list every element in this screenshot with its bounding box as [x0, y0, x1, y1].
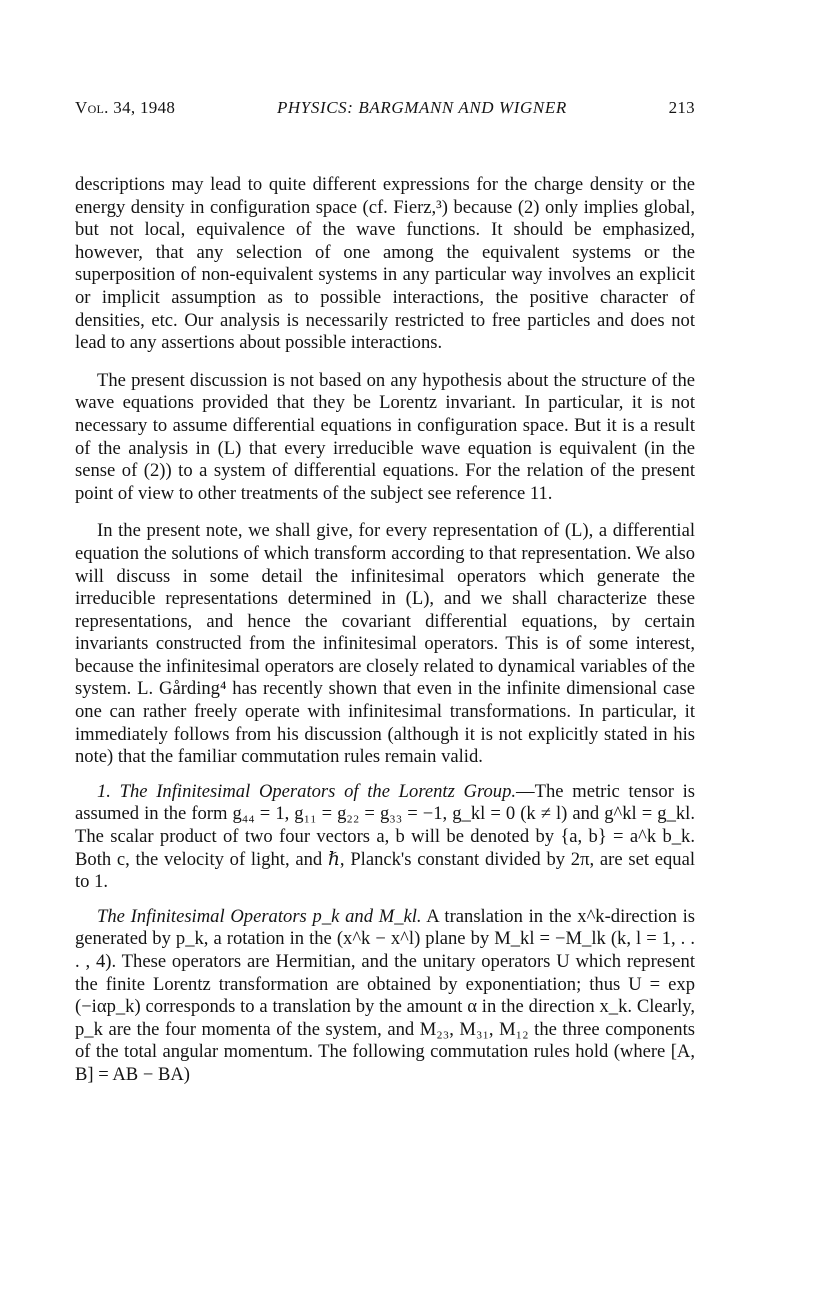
paragraph-5 [75, 906, 695, 1087]
running-title: PHYSICS: BARGMANN AND WIGNER [276, 98, 567, 117]
paragraph-2: The present discussion is not based on any hypothesis about the structure of the wave equations provided that they be Lorentz invariant. In particular, it is not necessary to assume differential equations in configuration space. But it is a result of the analysis in (L) that every irreducible wave equation is equivalent (in the sense of (2)) to a system of differential equations. For the relation of the present point of view to other treatments of the subject see reference 11. [75, 369, 695, 504]
paragraph-4 [75, 781, 695, 894]
paragraph-4-text: —The metric tensor is assumed in the form g₄₄ = 1, g₁₁ = g₂₂ = g₃₃ = −1, g_kl = 0 (k ≠ l) and g^kl = g_kl. The scalar product of two four vectors a, b will be denoted by {a, b} = a^k b_k. Both c, the velocity of light, and ℏ, Planck's constant divided by 2π, are set equal to 1. [75, 780, 695, 893]
page-number: 213 [668, 98, 695, 117]
paragraph-3: In the present note, we shall give, for every representation of (L), a differential equation the solutions of which transform according to that representation. We also will discuss in some detail the infinitesimal operators which generate the irreducible representations determined in (L), and we shall characterize these representations, and hence the covariant differential equations, by certain invariants constructed from the infinitesimal operators. This is of some interest, because the infinitesimal operators are closely related to dynamical variables of the system. L. Gårding⁴ has recently shown that even in the infinite dimensional case one can rather freely operate with infinitesimal transformations. In particular, it immediately follows from his discussion (although it is not explicitly stated in his note) that the familiar commutation rules remain valid. [75, 520, 695, 768]
subsection-heading-pk-mkl: The Infinitesimal Operators p_k and M_kl. [97, 905, 422, 927]
article-body [75, 174, 695, 1087]
paragraph-5-text: A translation in the x^k-direction is generated by p_k, a rotation in the (x^k − x^l) plane by M_kl = −M_lk (k, l = 1, . . . , 4). These operators are Hermitian, and the unitary operators U which represent the finite Lorentz transformation are obtained by exponentiation; thus U = exp (−iαp_k) corresponds to a translation by the amount α in the direction x_k. Clearly, p_k are the four momenta of the system, and M₂₃, M₃₁, M₁₂ the three components of the total angular momentum. The following commutation rules hold (where [A, B] = AB − BA) [75, 905, 695, 1085]
paragraph-1: descriptions may lead to quite different expressions for the charge density or the energy density in configuration space (cf. Fierz,³) because (2) only implies global, but not local, equivalence of the wave functions. It should be emphasized, however, that any selection of one among the equivalent systems or the superposition of non-equivalent systems in any particular way involves an explicit or implicit assumption as to possible interactions, the positive character of densities, etc. Our analysis is necessarily restricted to free particles and does not lead to any assertions about possible interactions. [75, 174, 695, 354]
running-head [75, 98, 695, 126]
journal-page [75, 98, 695, 1087]
volume-label: Vol. 34, 1948 [75, 98, 176, 117]
section-heading-lorentz-operators: 1. The Infinitesimal Operators of the Lorentz Group. [97, 780, 517, 802]
